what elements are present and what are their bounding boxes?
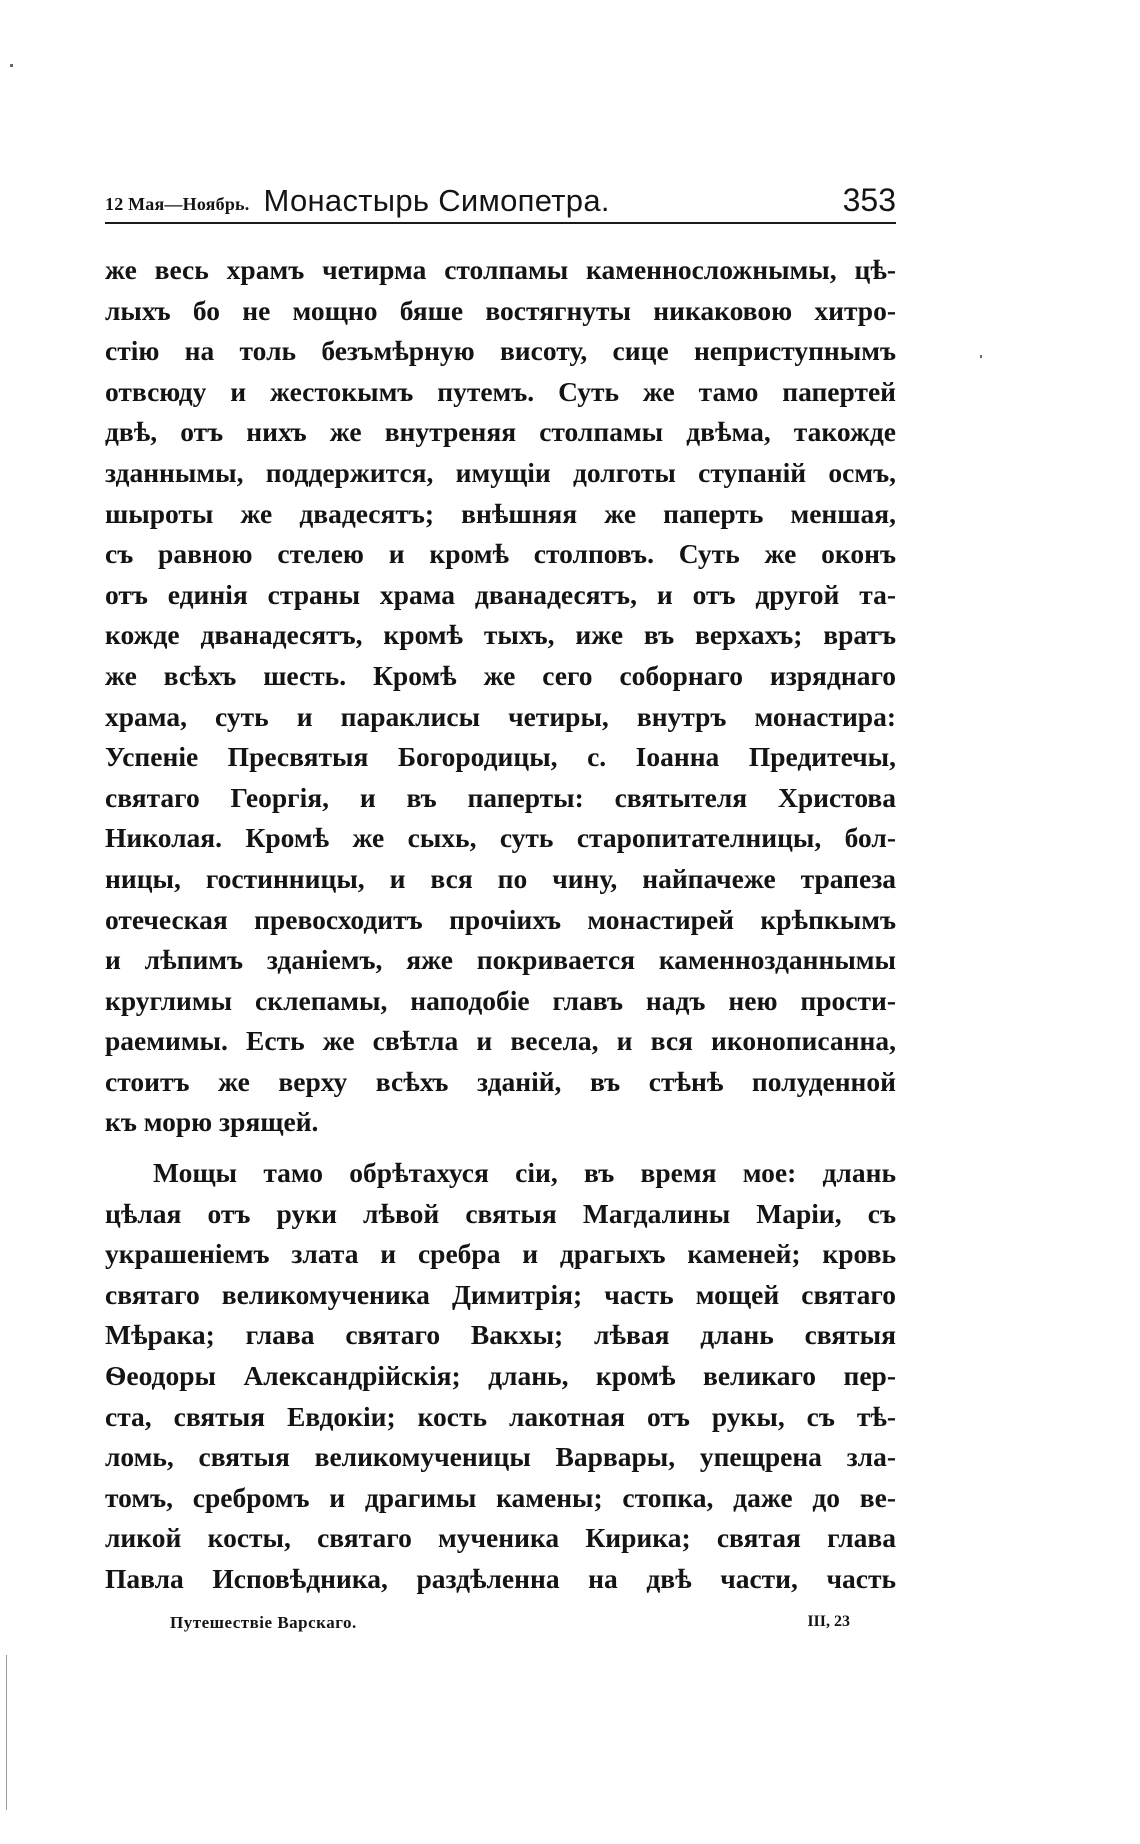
text-line: ницы, гостинницы, и вся по чину, найпачеже трапеза xyxy=(105,862,896,894)
scan-speck xyxy=(10,64,13,67)
text-line: раемимы. Есть же свѣтла и весела, и вся иконописанна, xyxy=(105,1025,896,1057)
running-head xyxy=(105,176,896,224)
text-line: къ морю зрящей. xyxy=(105,1106,319,1138)
text-line: съ равною стелею и кромѣ столповъ. Суть же оконъ xyxy=(105,538,896,570)
text-line: цѣлая отъ руки лѣвой святыя Магдалины Маріи, съ xyxy=(105,1197,896,1229)
text-line: зданнымы, поддержится, имущіи долготы ступаній осмъ, xyxy=(105,456,896,488)
text-line: же всѣхъ шесть. Кромѣ же сего соборнаго изряднаго xyxy=(105,659,896,691)
text-line: ликой косты, святаго мученика Кирика; святая глава xyxy=(105,1522,896,1554)
text-line: святаго великомученика Димитрія; часть мощей святаго xyxy=(105,1278,896,1310)
body-text xyxy=(105,250,896,1600)
paragraph-2 xyxy=(105,1153,896,1600)
text-line: храма, суть и параклисы четиры, внутръ монастира: xyxy=(105,700,896,732)
text-line: отвсюду и жестокымъ путемъ. Суть же тамо папертей xyxy=(105,375,896,407)
footer-signature: Путешествіе Варскаго. xyxy=(170,1613,357,1632)
text-line: двѣ, отъ нихъ же внутреняя столпамы двѣма, такожде xyxy=(105,416,896,448)
footer-sheet-mark: III, 23 xyxy=(807,1613,850,1630)
text-line: круглимы склепамы, наподобіе главъ надъ нею прости- xyxy=(105,984,896,1016)
text-line: Мѣрака; глава святаго Вакхы; лѣвая длань святыя xyxy=(105,1319,896,1351)
page-number: 353 xyxy=(842,182,896,218)
scan-edge-line xyxy=(6,1655,7,1810)
text-line: же весь храмъ четирма столпамы каменносложнымы, цѣ- xyxy=(105,254,896,285)
text-line: кожде дванадесятъ, кромѣ тыхъ, иже въ верхахъ; вратъ xyxy=(105,619,896,651)
paragraph-1 xyxy=(105,250,896,1143)
text-line: украшеніемъ злата и сребра и драгыхъ каменей; кровь xyxy=(105,1238,896,1270)
header-date-range: 12 Мая—Ноябрь. xyxy=(105,194,250,214)
text-line: Николая. Кромѣ же сыхь, суть старопитателницы, бол- xyxy=(105,822,896,854)
text-line: Успеніе Пресвятыя Богородицы, с. Іоанна Предитечы, xyxy=(105,741,896,773)
paragraph-gap xyxy=(105,1143,896,1153)
text-line: томъ, сребромъ и драгимы камены; стопка, даже до ве- xyxy=(105,1481,896,1513)
text-line: Ѳеодоры Александрійскія; длань, кромѣ великаго пер- xyxy=(105,1360,896,1392)
text-line: шыроты же двадесятъ; внѣшняя же паперть меншая, xyxy=(105,497,896,529)
text-line: Павла Исповѣдника, раздѣленна на двѣ части, часть xyxy=(105,1563,896,1594)
text-line: ломь, святыя великомученицы Варвары, упещрена зла- xyxy=(105,1441,896,1473)
text-line: стоитъ же верху всѣхъ зданій, въ стѣнѣ полуденной xyxy=(105,1065,896,1097)
scan-speck xyxy=(980,355,982,358)
text-line: отеческая превосходитъ прочіихъ монастирей крѣпкымъ xyxy=(105,903,896,935)
text-line: отъ единія страны храма дванадесятъ, и отъ другой та- xyxy=(105,578,896,610)
header-title: Монастырь Симопетра. xyxy=(263,183,610,218)
text-line: и лѣпимъ зданіемъ, яже покривается каменнозданнымы xyxy=(105,944,896,976)
text-line: святаго Георгія, и въ паперты: святытеля Христова xyxy=(105,781,896,813)
text-line: ста, святыя Евдокіи; кость лакотная отъ рукы, съ тѣ- xyxy=(105,1400,896,1432)
text-line: Мощы тамо обрѣтахуся сіи, въ время мое: длань xyxy=(153,1157,896,1189)
page-footer xyxy=(170,1613,850,1633)
text-line: лыхъ бо не мощно бяше востягнуты никаковою хитро- xyxy=(105,294,896,326)
text-line: стію на толь безъмѣрную висоту, сице неприступнымъ xyxy=(105,335,896,367)
